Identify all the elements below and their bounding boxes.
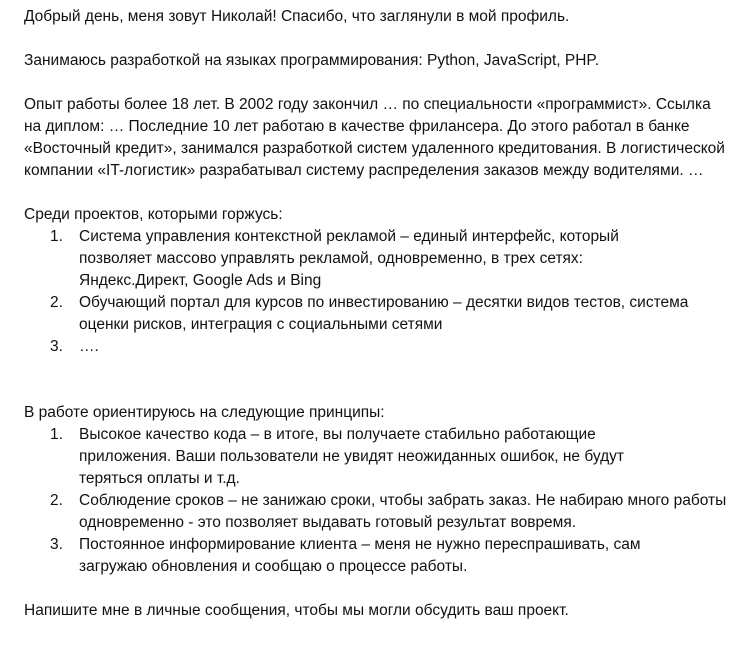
- spacer: [24, 72, 739, 94]
- list-item-number: 3.: [50, 338, 63, 355]
- projects-heading: Среди проектов, которыми горжусь:: [24, 206, 283, 223]
- greeting-paragraph: Добрый день, меня зовут Николай! Спасибо, что заглянули в мой профиль.: [24, 8, 570, 25]
- list-item: [24, 226, 739, 292]
- list-item-number: 1.: [50, 228, 63, 245]
- list-item-text: Соблюдение сроков – не занижаю сроки, чтобы забрать заказ. Не набираю много работы одновременно - это позволяет выдавать готовый результат вовремя.: [79, 492, 727, 531]
- list-item-number: 3.: [50, 536, 63, 553]
- languages-paragraph: Занимаюсь разработкой на языках программирования: Python, JavaScript, PHP.: [24, 52, 600, 69]
- list-item: [24, 336, 739, 358]
- list-item: [24, 490, 739, 534]
- list-item-text: Высокое качество кода – в итоге, вы получаете стабильно работающие приложения. Ваши пользователи не увидят неожиданных ошибок, не будут теряться оплаты и т.д.: [79, 426, 624, 487]
- list-item: [24, 534, 739, 578]
- spacer: [24, 578, 739, 600]
- list-item-text: Система управления контекстной рекламой – единый интерфейс, который позволяет массово управлять рекламой, одновременно, в трех сетях: Яндекс.Директ, Google Ads и Bing: [79, 228, 619, 289]
- list-item: [24, 292, 739, 336]
- principles-heading: В работе ориентируюсь на следующие принципы:: [24, 404, 385, 421]
- spacer: [24, 182, 739, 204]
- spacer: [24, 380, 739, 402]
- list-item-number: 1.: [50, 426, 63, 443]
- list-item-text: ….: [79, 338, 99, 355]
- list-item-text: Постоянное информирование клиента – меня не нужно переспрашивать, сам загружаю обновления и сообщаю о процессе работы.: [79, 536, 641, 575]
- experience-paragraph: Опыт работы более 18 лет. В 2002 году закончил … по специальности «программист». Ссылка на диплом: … Последние 10 лет работаю в качестве фрилансера. До этого работал в банке «Восточный кредит», занимался разработкой систем удаленного кредитования. В логистической компании «IT-логистик» разрабатывал систему распределения заказов между водителями. …: [24, 96, 725, 179]
- list-item-text: Обучающий портал для курсов по инвестированию – десятки видов тестов, система оценки рисков, интеграция с социальными сетями: [79, 294, 689, 333]
- list-item-number: 2.: [50, 492, 63, 509]
- list-item-number: 2.: [50, 294, 63, 311]
- closing-paragraph: Напишите мне в личные сообщения, чтобы мы могли обсудить ваш проект.: [24, 602, 569, 619]
- spacer: [24, 28, 739, 50]
- spacer: [24, 358, 739, 380]
- projects-list: [24, 226, 739, 358]
- principles-list: [24, 424, 739, 578]
- list-item: [24, 424, 739, 490]
